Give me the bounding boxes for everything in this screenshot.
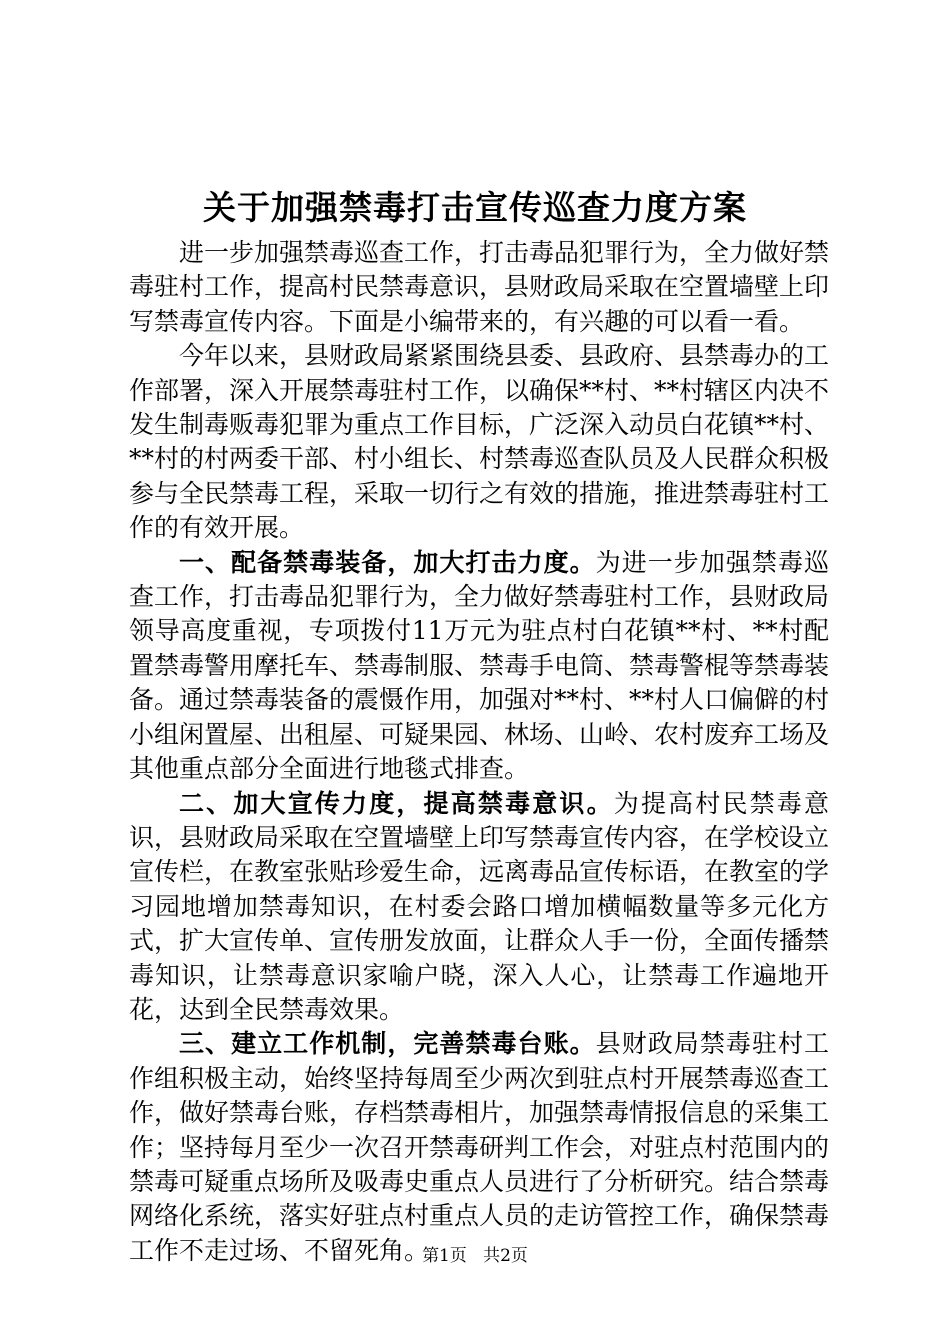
paragraph-text: 为提高村民禁毒意识，县财政局采取在空置墙壁上印写禁毒宣传内容，在学校设立宣传栏，在教室张贴珍爱生命，远离毒品宣传标语，在教室的学习园地增加禁毒知识，在村委会路口增加横幅数量等多元化方式，扩大宣传单、宣传册发放面，让群众人手一份，全面传播禁毒知识，让禁毒意识家喻户晓，深入人心，让禁毒工作遍地开花，达到全民禁毒效果。	[129, 788, 830, 1024]
page-spacer	[472, 1244, 477, 1268]
paragraph-overview	[129, 339, 829, 545]
paragraph-section-1	[129, 546, 829, 787]
section-heading-3: 三、建立工作机制，完善禁毒台账。	[179, 1029, 596, 1059]
paragraph-text: 县财政局禁毒驻村工作组积极主动，始终坚持每周至少两次到驻点村开展禁毒巡查工作，做好禁毒台账，存档禁毒相片，加强禁毒情报信息的采集工作；坚持每月至少一次召开禁毒研判工作会，对驻点村范围内的禁毒可疑重点场所及吸毒史重点人员进行了分析研究。结合禁毒网络化系统，落实好驻点村重点人员的走访管控工作，确保禁毒工作不走过场、不留死角。	[129, 1029, 830, 1265]
paragraph-text: 为进一步加强禁毒巡查工作，打击毒品犯罪行为，全力做好禁毒驻村工作，县财政局领导高度重视，专项拨付11万元为驻点村白花镇**村、**村配置禁毒警用摩托车、禁毒制服、禁毒手电筒、禁毒警棍等禁毒装备。通过禁毒装备的震慑作用，加强对**村、**村人口偏僻的村小组闲置屋、出租屋、可疑果园、林场、山岭、农村废弃工场及其他重点部分全面进行地毯式排查。	[129, 547, 830, 784]
section-heading-1: 一、配备禁毒装备，加大打击力度。	[179, 547, 596, 577]
paragraph-text: 今年以来，县财政局紧紧围绕县委、县政府、县禁毒办的工作部署，深入开展禁毒驻村工作，以确保**村、**村辖区内决不发生制毒贩毒犯罪为重点工作目标，广泛深入动员白花镇**村、**村的村两委干部、村小组长、村禁毒巡查队员及人民群众积极参与全民禁毒工程，采取一切行之有效的措施，推进禁毒驻村工作的有效开展。	[129, 341, 830, 543]
document-body	[129, 236, 829, 1268]
section-heading-2: 二、加大宣传力度，提高禁毒意识。	[179, 788, 614, 818]
document-title: 关于加强禁毒打击宣传巡查力度方案	[203, 188, 747, 227]
paragraph-section-2	[129, 787, 829, 1028]
page-footer	[0, 1244, 950, 1268]
page-number: 第1页	[422, 1246, 467, 1266]
paragraph-intro	[129, 236, 829, 339]
page-total: 共2页	[483, 1246, 528, 1266]
paragraph-text: 进一步加强禁毒巡查工作，打击毒品犯罪行为，全力做好禁毒驻村工作，提高村民禁毒意识，县财政局采取在空置墙壁上印写禁毒宣传内容。下面是小编带来的，有兴趣的可以看一看。	[129, 238, 830, 336]
paragraph-section-3	[129, 1027, 829, 1268]
